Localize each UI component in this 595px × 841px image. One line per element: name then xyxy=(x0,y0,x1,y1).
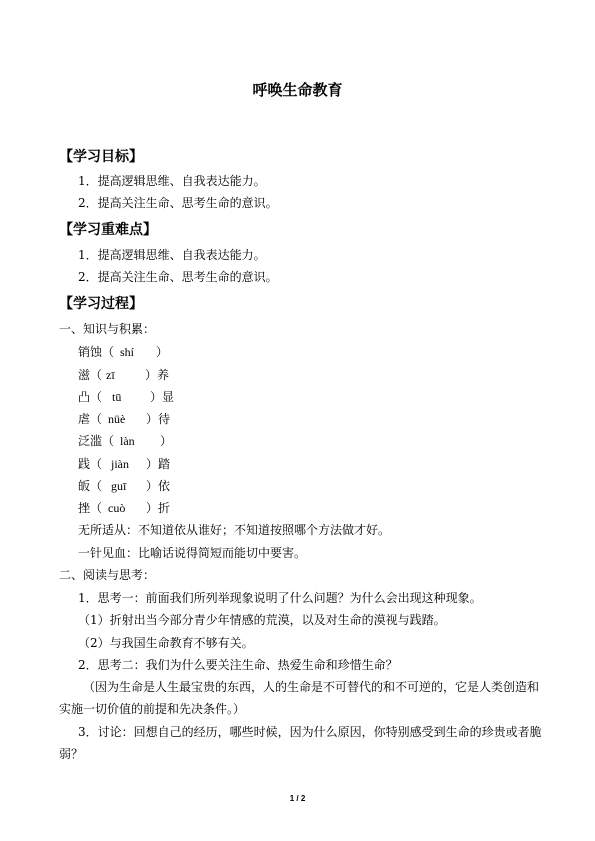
vocab-row xyxy=(78,501,171,515)
goal-item-2: 2．提高关注生命、思考生命的意识。 xyxy=(78,196,278,210)
vocab-row xyxy=(78,390,175,404)
vocab-pinyin: cuò xyxy=(108,501,126,515)
vocab-row xyxy=(78,368,170,382)
question-2: 2．思考二：我们为什么要关注生命、热爱生命和珍惜生命？ xyxy=(78,658,398,672)
key-point-item-1: 1．提高逻辑思维、自我表达能力。 xyxy=(78,248,266,262)
part1-heading: 一、知识与积累： xyxy=(59,322,156,336)
vocab-post: ）养 xyxy=(145,368,170,382)
vocab-post: ）折 xyxy=(146,501,171,515)
vocab-post: ） xyxy=(160,434,173,448)
answer-1-2: （2）与我国生命教育不够有关。 xyxy=(78,636,254,650)
idiom-definition-1: 无所适从：不知道依从谁好；不知道按照哪个方法做才好。 xyxy=(78,523,391,537)
vocab-post: ） xyxy=(156,345,169,359)
vocab-pre: 践（ xyxy=(78,457,103,471)
answer-2-line-2: 实施一切价值的前提和先决条件。） xyxy=(59,702,246,716)
vocab-row xyxy=(78,434,173,448)
vocab-pinyin: jiàn xyxy=(111,457,129,471)
vocab-row xyxy=(78,412,171,426)
answer-2-line-1: （因为生命是人生最宝贵的东西，人的生命是不可替代的和不可逆的，它是人类创造和 xyxy=(83,680,540,694)
vocab-pre: 滋（ xyxy=(78,368,103,382)
vocab-post: ）踏 xyxy=(146,457,171,471)
vocab-pre: 凸（ xyxy=(78,390,103,404)
vocab-pinyin: nüè xyxy=(108,412,126,426)
vocab-pre: 虐（ xyxy=(78,412,103,426)
page-title: 呼唤生命教育 xyxy=(252,81,343,99)
part2-heading: 二、阅读与思考： xyxy=(59,568,156,582)
vocab-pinyin: làn xyxy=(120,434,135,448)
key-points-heading: 【学习重难点】 xyxy=(59,222,157,238)
goals-heading: 【学习目标】 xyxy=(59,149,143,165)
goal-item-1: 1．提高逻辑思维、自我表达能力。 xyxy=(78,174,266,188)
vocab-pinyin: shí xyxy=(120,345,135,359)
question-3-line-1: 3．讨论：回想自己的经历，哪些时候，因为什么原因，你特别感受到生命的珍贵或者脆 xyxy=(78,725,542,739)
vocab-row xyxy=(78,457,171,471)
process-heading: 【学习过程】 xyxy=(59,296,143,312)
idiom-definition-2: 一针见血：比喻话说得简短而能切中要害。 xyxy=(78,546,307,560)
page-number: 1 / 2 xyxy=(289,794,306,803)
vocab-post: ）待 xyxy=(146,412,171,426)
vocab-pre: 皈（ xyxy=(78,479,103,493)
vocab-pinyin: guī xyxy=(111,479,127,493)
vocab-pre: 泛滥（ xyxy=(78,434,115,448)
vocab-post: ）依 xyxy=(146,479,171,493)
answer-1-1: （1）折射出当今部分青少年情感的荒漠，以及对生命的漠视与践踏。 xyxy=(78,613,446,627)
vocab-pre: 挫（ xyxy=(78,501,103,515)
vocab-pinyin: zī xyxy=(106,368,115,382)
vocab-row xyxy=(78,479,171,493)
question-1: 1．思考一：前面我们所列举现象说明了什么问题？为什么会出现这种现象。 xyxy=(78,591,482,605)
vocab-pinyin: tū xyxy=(112,390,122,404)
vocab-row xyxy=(78,345,169,359)
question-3-line-2: 弱？ xyxy=(59,747,84,761)
vocab-post: ）显 xyxy=(150,390,175,404)
key-point-item-2: 2．提高关注生命、思考生命的意识。 xyxy=(78,270,278,284)
vocab-pre: 销蚀（ xyxy=(78,345,115,359)
